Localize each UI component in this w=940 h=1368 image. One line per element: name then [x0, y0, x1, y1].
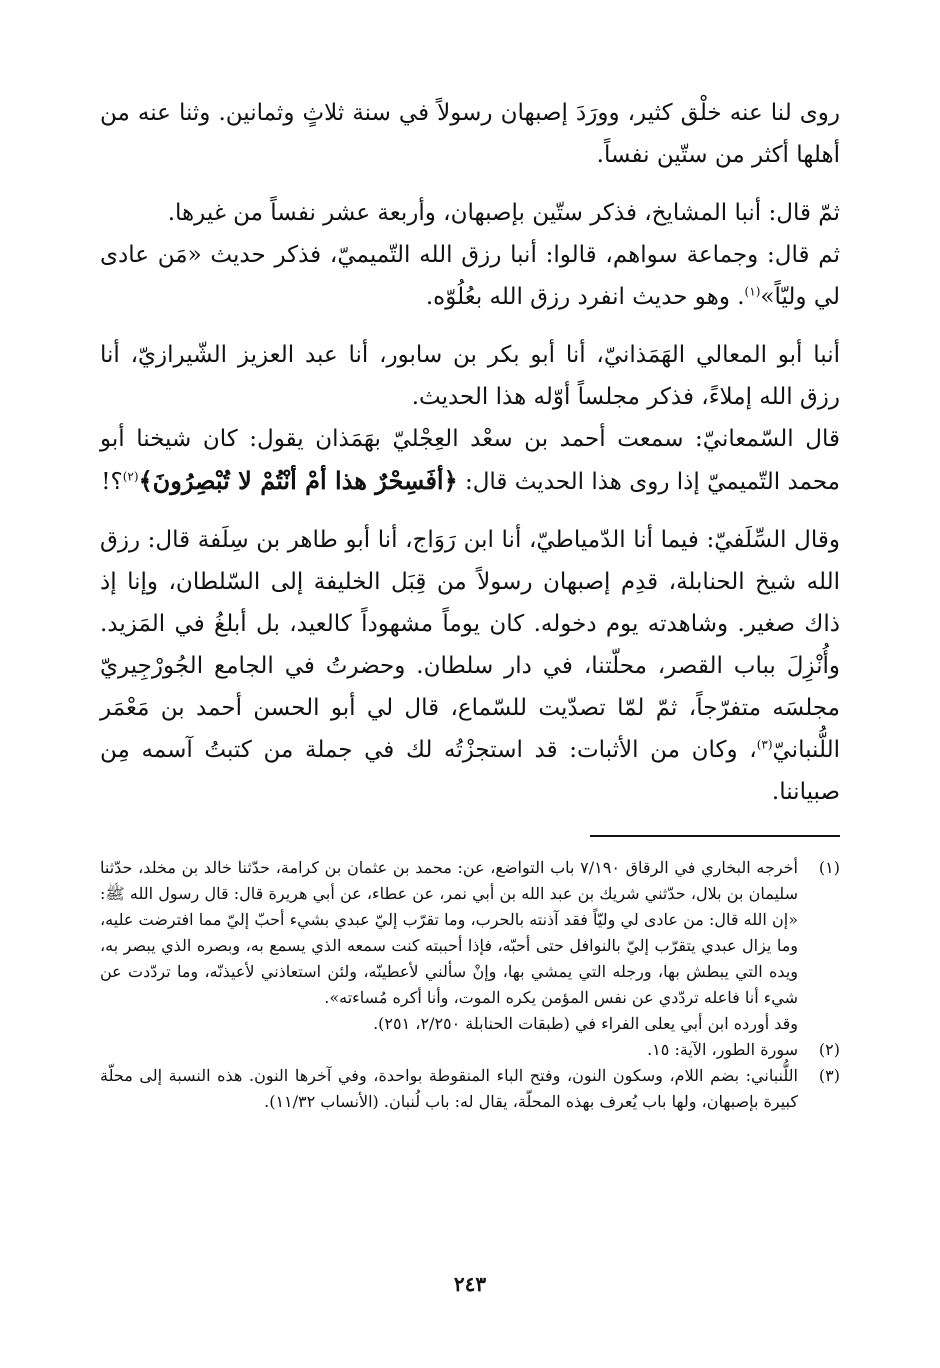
footnote-ref-1[interactable]: (١) — [744, 284, 761, 299]
paragraph-6-after: ، وكان من الأثبات: قد استجزْتُه لك في جملة من كتبتُ آسمه مِن صبياننا. — [100, 737, 840, 805]
paragraph-3 — [100, 234, 840, 318]
quran-verse: ﴿أفَسِحْرٌ هذا أمْ أنْتُمْ لا تُبْصِرُونَ﴾ — [138, 466, 458, 495]
footnote-number: (١) — [818, 858, 840, 877]
paragraph-3-after: . وهو حديث انفرد رزق الله بعُلُوّه. — [425, 284, 745, 310]
footnote-divider — [590, 835, 840, 837]
paragraph-6 — [100, 519, 840, 813]
paragraph-3-text: ثم قال: وجماعة سواهم، قالوا: أنبا رزق الله التّميميّ، فذكر حديث «مَن عادى لي وليّاً» — [100, 242, 840, 310]
main-text — [100, 92, 840, 813]
page-number: ٢٤٣ — [453, 1272, 487, 1296]
footnote-1-extra: وقد أورده ابن أبي يعلى الفراء في (طبقات الحنابلة ٢/٢٥٠، ٢٥١). — [373, 1014, 798, 1033]
paragraph-5 — [100, 418, 840, 503]
paragraph-4 — [100, 334, 840, 418]
footnote-text — [100, 1063, 798, 1115]
paragraph-1-text: روى لنا عنه خلْق كثير، وورَدَ إصبهان رسولاً في سنة ثلاثٍ وثمانين. وثنا عنه من أهلها أكثر من ستّين نفساً. — [100, 100, 840, 168]
paragraph-6-text: وقال السِّلَفيّ: فيما أنا الدّمياطيّ، أنا ابن رَوَاج، أنا أبو طاهر بن سِلَفة قال: رزق الله شيخ الحنابلة، قدِم إصبهان رسولاً من قِبَل الخليفة إلى السّلطان، وإنا إذ ذاك صغير. وشاهدته يوم دخوله. كان يوماً مشهوداً كالعيد، بل أبلغُ في المَزيد. وأُنْزِلَ بباب القصر، محلّتنا، في دار سلطان. وحضرتُ في الجامع الجُورْجِيريّ مجلسَه متفرّجاً، ثمّ لمّا تصدّيت للسّماع، قال لي أبو الحسن أحمد بن مَعْمَر اللُّنبانيّ — [100, 527, 840, 763]
footnote-number: (٣) — [818, 1066, 840, 1085]
footnote-ref-3[interactable]: (٣) — [756, 737, 773, 752]
paragraph-1 — [100, 92, 840, 176]
paragraph-4-text: أنبا أبو المعالي الهَمَذانيّ، أنا أبو بكر بن سابور، أنا عبد العزيز الشّيرازيّ، أنا رزق الله إملاءً، فذكر مجلساً أوّله هذا الحديث. — [100, 342, 840, 410]
paragraph-2 — [100, 192, 840, 234]
footnote-1 — [100, 855, 840, 1037]
footnote-text — [100, 855, 798, 1037]
footnote-number: (٢) — [818, 1040, 840, 1059]
footnote-2 — [100, 1037, 840, 1063]
footnote-3-body: اللُّنباني: بضم اللام، وسكون النون، وفتح الباء المنقوطة بواحدة، وفي آخرها النون. هذه النسبة إلى محلّة كبيرة بإصبهان، ولها باب يُعرف بهذه المحلّة، يقال له: باب لُنبان. (الأنساب ١١/٣٢). — [100, 1066, 798, 1111]
paragraph-5-text: قال السّمعانيّ: سمعت أحمد بن سعْد العِجْليّ بهَمَذان يقول: كان شيخنا أبو محمد التّميميّ إذا روى هذا الحديث قال: — [100, 426, 840, 495]
footnote-ref-2[interactable]: (٢) — [122, 469, 139, 484]
footnote-2-body: سورة الطور، الآية: ١٥. — [647, 1040, 798, 1059]
footnote-1-body: أخرجه البخاري في الرقاق ٧/١٩٠ باب التواضع، عن: محمد بن عثمان بن كرامة، حدّثنا خالد بن مخلد، حدّثنا سليمان بن بلال، حدّثني شريك بن عبد الله بن أبي نمر، عن عطاء، عن أبي هريرة قال: قال رسول الله ﷺ: «إن الله قال: من عادى لي وليّاً فقد آذنته بالحرب، وما تقرّب إليّ عبدي بشيء أحبّ إليّ مما افترضت عليه، وما يزال عبدي يتقرّب إليّ بالنوافل حتى أحبّه، فإذا أحببته كنت سمعه الذي يسمع به، وبصره الذي يبصر به، ويده التي يبطش بها، ورجله التي يمشي بها، وإنْ سألني لأعطينّه، ولئن استعاذني لأعيذنّه، وما تردّدت عن شيء أنا فاعله تردّدي عن نفس المؤمن يكره الموت، وأنا أكره مُساءته». — [100, 858, 799, 1007]
footnote-3 — [100, 1063, 840, 1115]
footnote-text — [100, 1037, 798, 1063]
footnotes — [100, 855, 840, 1115]
paragraph-2-text: ثمّ قال: أنبا المشايخ، فذكر ستّين بإصبهان، وأربعة عشر نفساً من غيرها. — [167, 200, 840, 226]
paragraph-5-after: ؟! — [101, 469, 123, 495]
